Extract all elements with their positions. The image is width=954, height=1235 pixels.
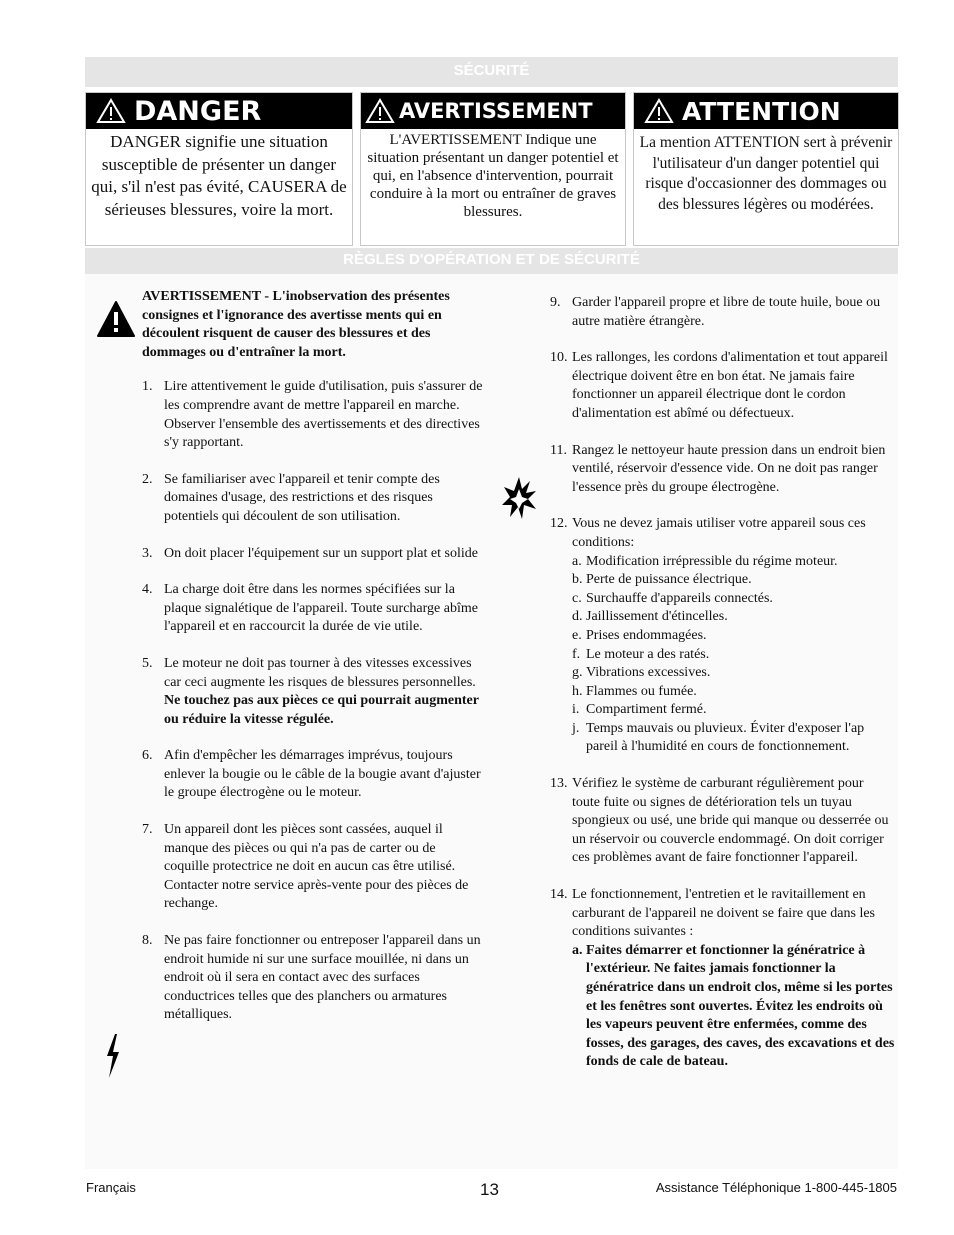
item-number: 11. <box>550 442 567 458</box>
warning-triangle-icon <box>96 98 126 124</box>
sub-item <box>572 571 895 590</box>
footer-helpline: Assistance Téléphonique 1-800-445-1805 <box>655 1180 897 1195</box>
item-text: Ne pas faire fonctionner ou entreposer l'appareil dans un endroit humide ni sur une surface mouillée, ni dans un endroit où il sera en contact avec des surfaces conductrices telles que des planchers ou armatures métalliques. <box>164 933 481 1023</box>
item-text: Vérifiez le système de carburant régulièrement pour toute fuite ou signes de détérioration tels un tuyau spongieux ou usé, une bride qui manque ou desserrée ou un réservoir ou couvercle endommagé. On doit corriger ces problèmes avant de faire fonctionner l'appareil. <box>572 776 889 866</box>
sub-letter: e. <box>572 627 582 643</box>
sub-letter: a. <box>572 942 583 958</box>
list-item <box>550 294 895 331</box>
list-item <box>142 821 484 914</box>
sub-item <box>572 683 895 702</box>
item-text: Le fonctionnement, l'entretien et le ravitaillement en carburant de l'appareil ne doivent se faire que dans les conditions suivantes : <box>572 887 876 940</box>
item-text: Vous ne devez jamais utiliser votre appareil sous ces conditions: <box>572 516 866 550</box>
item-number: 4. <box>142 582 153 598</box>
item-number: 7. <box>142 822 153 838</box>
list-item <box>550 442 895 498</box>
danger-panel <box>85 92 353 246</box>
list-item <box>550 775 895 868</box>
sub-item <box>572 664 895 683</box>
item-text: Un appareil dont les pièces sont cassées, auquel il manque des pièces ou qui n'a pas de carter ou de coquille protectrice ne doit en aucun cas être utilisé. Contacter notre service après-vente pour des pièces de rechange. <box>164 822 469 912</box>
rules-title-bar <box>85 248 898 274</box>
sub-letter: i. <box>572 702 580 718</box>
item-number: 10. <box>550 350 568 366</box>
list-item <box>550 349 895 423</box>
item-text: Rangez le nettoyeur haute pression dans un endroit bien ventilé, réservoir d'essence vide. On ne doit pas ranger l'essence près du groupe électrogène. <box>572 442 886 495</box>
explosion-icon <box>500 475 538 521</box>
list-item <box>142 378 484 452</box>
danger-text: DANGER signifie une situation susceptible de présenter un danger qui, s'il n'est pas évité, CAUSERA de sérieuses blessures, voire la mort. <box>91 132 347 219</box>
sub-letter: g. <box>572 665 583 681</box>
sub-letter: d. <box>572 609 583 625</box>
list-item <box>550 886 895 1072</box>
sub-item <box>572 553 895 572</box>
footer-language: Français <box>86 1180 136 1195</box>
list-item <box>142 747 484 803</box>
list-item <box>142 581 484 637</box>
item-number: 5. <box>142 655 153 671</box>
sub-text: Le moteur a des ratés. <box>586 646 710 662</box>
item-number: 8. <box>142 933 153 949</box>
sub-text: Faites démarrer et fonctionner la génératrice à l'extérieur. Ne faites jamais fonctionner la génératrice dans un endroit clos, même si les portes et les fenêtres sont ouvertes. Évitez les endroits où les vapeurs peuvent être enfermées, comme des fosses, des garages, des caves, des excavations et des fonds de cale de bateau. <box>586 942 895 1070</box>
sub-item <box>572 942 895 1072</box>
avertissement-header <box>361 93 625 129</box>
sub-item <box>572 608 895 627</box>
sub-item <box>572 701 895 720</box>
sub-letter: b. <box>572 572 583 588</box>
page-number: 13 <box>480 1180 499 1199</box>
sub-item <box>572 590 895 609</box>
warning-triangle-icon <box>365 98 395 124</box>
item-bold-text: Ne touchez pas aux pièces ce qui pourrait augmenter ou réduire la vitesse régulée. <box>164 693 479 727</box>
sub-text: Perte de puissance électrique. <box>586 572 752 588</box>
sub-letter: j. <box>572 720 580 736</box>
rules-title: RÈGLES D'OPÉRATION ET DE SÉCURITÉ <box>343 251 640 268</box>
electric-shock-icon <box>101 1032 125 1080</box>
item-number: 1. <box>142 379 153 395</box>
danger-header <box>86 93 352 129</box>
item-text: Garder l'appareil propre et libre de toute huile, boue ou autre matière étrangère. <box>572 295 881 329</box>
section-title-bar <box>85 57 898 87</box>
list-item <box>142 545 484 564</box>
sub-item <box>572 720 895 757</box>
item-number: 14. <box>550 887 568 903</box>
item-text: Les rallonges, les cordons d'alimentation et tout appareil électrique doivent être en bon état. Ne jamais faire fonctionner un appareil électrique dont le cordon d'alimentation est abîmé ou défectueux. <box>572 350 888 421</box>
sub-item <box>572 646 895 665</box>
sub-letter: c. <box>572 590 582 606</box>
item-text: Se familiariser avec l'appareil et tenir compte des domaines d'usage, des restrictions et des risques potentiels qui découlent de son utilisation. <box>164 471 440 524</box>
sub-text: Surchauffe d'appareils connectés. <box>586 590 773 606</box>
right-column <box>550 294 895 1072</box>
avertissement-panel <box>360 92 626 246</box>
sub-text: Flammes ou fumée. <box>586 683 697 699</box>
item-number: 6. <box>142 748 153 764</box>
avertissement-title: AVERTISSEMENT <box>399 99 593 123</box>
item-text: Lire attentivement le guide d'utilisation, puis s'assurer de les comprendre avant de mettre l'appareil en marche. Observer l'ensemble des avertissements et des directives s'y rapportant. <box>164 379 483 451</box>
item-number: 2. <box>142 471 153 487</box>
item-text: Afin d'empêcher les démarrages imprévus, toujours enlever la bougie ou le câble de la bougie avant d'ajuster le groupe électrogène ou le moteur. <box>164 748 481 801</box>
warning-exclamation-icon <box>96 300 136 338</box>
warning-triangle-icon <box>644 98 674 124</box>
sub-letter: a. <box>572 553 582 569</box>
sub-text: Prises endommagées. <box>586 627 707 643</box>
danger-title: DANGER <box>134 95 262 127</box>
list-item <box>142 471 484 527</box>
item-number: 13. <box>550 776 568 792</box>
item-number: 12. <box>550 516 568 532</box>
sub-text: Vibrations excessives. <box>586 665 711 681</box>
sub-text: Modification irrépressible du régime moteur. <box>586 553 838 569</box>
item-text: On doit placer l'équipement sur un support plat et solide <box>164 545 478 561</box>
sub-text: Compartiment fermé. <box>586 702 707 718</box>
sub-letter: h. <box>572 683 583 699</box>
sub-item <box>572 627 895 646</box>
sub-text: Temps mauvais ou pluvieux. Éviter d'exposer l'ap pareil à l'humidité en cours de fonctionnement. <box>586 720 865 755</box>
attention-header <box>634 93 898 129</box>
attention-title: ATTENTION <box>682 96 841 126</box>
sub-letter: f. <box>572 646 581 662</box>
attention-panel <box>633 92 899 246</box>
sub-text: Jaillissement d'étincelles. <box>586 609 728 625</box>
item-number: 9. <box>550 295 561 310</box>
list-item <box>142 932 484 1025</box>
item-number: 3. <box>142 545 153 561</box>
list-item <box>550 515 895 757</box>
list-item <box>142 655 484 729</box>
avertissement-text: L'AVERTISSEMENT Indique une situation présentant un danger potentiel et qui, en l'absence d'intervention, pourrait conduire à la mort ou entraîner de graves blessures. <box>367 132 619 220</box>
section-title: SÉCURITÉ <box>453 62 530 79</box>
left-column <box>142 288 484 1025</box>
intro-warning-text: AVERTISSEMENT - L'inobservation des présentes consignes et l'ignorance des avertisse ments qui en découlent risquent de causer des blessures et des dommages ou d'entraîner la mort. <box>142 289 450 360</box>
item-text: Le moteur ne doit pas tourner à des vitesses excessives car ceci augmente les risques de blessures personnelles. <box>164 655 476 690</box>
item-text: La charge doit être dans les normes spécifiées sur la plaque signalétique de l'appareil. Toute surcharge abîme l'appareil et en raccourcit la durée de vie utile. <box>164 582 478 635</box>
attention-text: La mention ATTENTION sert à prévenir l'utilisateur d'un danger potentiel qui risque d'occasionner des dommages ou des blessures légères ou modérées. <box>639 134 893 213</box>
